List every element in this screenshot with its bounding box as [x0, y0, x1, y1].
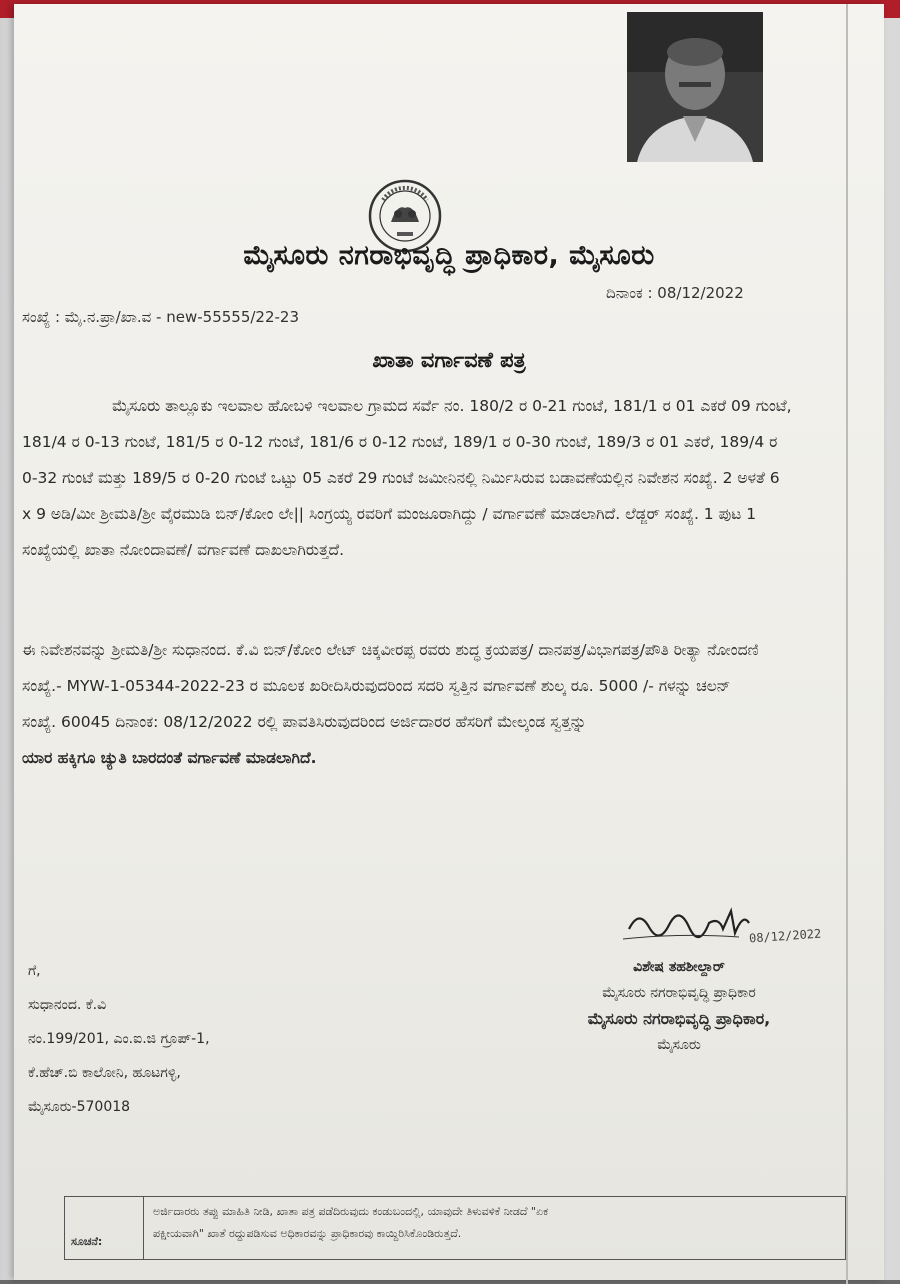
- paragraph-transfer-body: ಈ ನಿವೇಶನವನ್ನು ಶ್ರೀಮತಿ/ಶ್ರೀ ಸುಧಾನಂದ. ಕೆ.ವಿ ಬಿನ್/ಕೋಂ ಲೇಟ್ ಚಿಕ್ಕವೀರಪ್ಪ ರವರು ಶುದ್ಧ ಕ್ರಯಪತ್ರ/ ದಾನಪತ್ರ/ವಿಭಾಗಪತ್ರ/ಪೌತಿ ರೀತ್ಯಾ ನೋಂದಣಿ ಸಂಖ್ಯೆ.- MYW-1-05344-2022-23 ರ ಮೂಲಕ ಖರೀದಿಸಿರುವುದರಿಂದ ಸದರಿ ಸ್ವತ್ತಿನ ವರ್ಗಾವಣೆ ಶುಲ್ಕ ರೂ. 5000 /- ಗಳನ್ನು ಚಲನ್ ಸಂಖ್ಯೆ. 60045 ದಿನಾಂಕ: 08/12/2022 ರಲ್ಲಿ ಪಾವತಿಸಿರುವುದರಿಂದ ಅರ್ಜಿದಾರರ ಹೆಸರಿಗೆ ಮೇಲ್ಕಂಡ ಸ್ವತ್ತನ್ನು: [22, 641, 759, 731]
- notice-line1: ಅರ್ಜಿದಾರರು ತಪ್ಪು ಮಾಹಿತಿ ನೀಡಿ, ಖಾತಾ ಪತ್ರ ಪಡೆದಿರುವುದು ಕಂಡುಬಂದಲ್ಲಿ, ಯಾವುದೇ ತಿಳುವಳಿಕೆ ನೀಡದೆ "ಏಕ: [153, 1205, 549, 1218]
- officer-signature: [619, 899, 839, 959]
- notice-text: [153, 1201, 833, 1245]
- paragraph-property-details: ಮೈಸೂರು ತಾಲ್ಲೂಕು ಇಲವಾಲ ಹೋಬಳಿ ಇಲವಾಲ ಗ್ರಾಮದ ಸರ್ವೆ ನಂ. 180/2 ರ 0-21 ಗುಂಟೆ, 181/1 ರ 01 ಎಕರೆ 09 ಗುಂಟೆ, 181/4 ರ 0-13 ಗುಂಟೆ, 181/5 ರ 0-12 ಗುಂಟೆ, 181/6 ರ 0-12 ಗುಂಟೆ, 189/1 ರ 0-30 ಗುಂಟೆ, 189/3 ರ 01 ಎಕರೆ, 189/4 ರ 0-32 ಗುಂಟೆ ಮತ್ತು 189/5 ರ 0-20 ಗುಂಟೆ ಒಟ್ಟು 05 ಎಕರೆ 29 ಗುಂಟೆ ಜಮೀನಿನಲ್ಲಿ ನಿರ್ಮಿಸಿರುವ ಬಡಾವಣೆಯಲ್ಲಿನ ನಿವೇಶನ ಸಂಖ್ಯೆ. 2 ಅಳತೆ 6 x 9 ಅಡಿ/ಮೀ ಶ್ರೀಮತಿ/ಶ್ರೀ ವೈರಮುಡಿ ಬಿನ್/ಕೋಂ ಲೇ|| ಸಿಂಗ್ರಯ್ಯ ರವರಿಗೆ ಮಂಜೂರಾಗಿದ್ದು / ವರ್ಗಾವಣೆ ಮಾಡಲಾಗಿದೆ. ಲೆಡ್ಜರ್ ಸಂಖ್ಯೆ. 1 ಪುಟ 1 ಸಂಖ್ಯೆಯಲ್ಲಿ ಖಾತಾ ನೋಂದಾವಣೆ/ ವರ್ಗಾವಣೆ ದಾಖಲಾಗಿರುತ್ತದೆ.: [22, 397, 792, 559]
- document-page: [14, 4, 884, 1280]
- issue-date: ದಿನಾಂಕ : 08/12/2022: [606, 284, 744, 302]
- authority-title: ಮೈಸೂರು ನಗರಾಭಿವೃದ್ಧಿ ಪ್ರಾಧಿಕಾರ, ಮೈಸೂರು: [243, 240, 655, 271]
- addressee-salutation: ಗೆ,: [28, 963, 41, 979]
- notice-box: [64, 1196, 846, 1260]
- signature-date: 08/12/2022: [748, 926, 822, 946]
- signatory-office-line2: ಮೈಸೂರು ನಗರಾಭಿವೃದ್ಧಿ ಪ್ರಾಧಿಕಾರ,: [587, 1009, 771, 1028]
- addressee-name: ಸುಧಾನಂದ. ಕೆ.ವಿ: [28, 997, 107, 1013]
- notice-divider: [143, 1197, 144, 1259]
- applicant-photo: [627, 12, 763, 162]
- signatory-block: [534, 954, 824, 1058]
- paragraph-transfer-details: [22, 632, 762, 776]
- addressee-block: [28, 954, 210, 1124]
- addressee-line3: ಮೈಸೂರು-570018: [28, 1099, 131, 1115]
- document-heading: ಖಾತಾ ವರ್ಗಾವಣೆ ಪತ್ರ: [372, 348, 526, 372]
- notice-label: ಸೂಚನೆ:: [71, 1235, 103, 1248]
- page-edge: [846, 4, 848, 1284]
- signatory-office-line3: ಮೈಸೂರು: [657, 1037, 701, 1053]
- addressee-line1: ನಂ.199/201, ಎಂ.ಐ.ಜಿ ಗ್ರೂಪ್-1,: [28, 1031, 210, 1047]
- reference-number: ಸಂಖ್ಯೆ : ಮೈ.ನ.ಪ್ರಾ/ಖಾ.ವ - new-55555/22-23: [22, 308, 300, 326]
- notice-line2: ಪಕ್ಷೀಯವಾಗಿ" ಖಾತೆ ರದ್ದುಪಡಿಸುವ ಅಧಿಕಾರವನ್ನು ಪ್ರಾಧಿಕಾರವು ಕಾಯ್ದಿರಿಸಿಕೊಂಡಿರುತ್ತದೆ.: [153, 1227, 462, 1240]
- signatory-designation: ವಿಶೇಷ ತಹಶೀಲ್ದಾರ್: [633, 959, 725, 975]
- paragraph-transfer-closing: ಯಾರ ಹಕ್ಕಿಗೂ ಚ್ಯುತಿ ಬಾರದಂತೆ ವರ್ಗಾವಣೆ ಮಾಡಲಾಗಿದೆ.: [22, 749, 317, 767]
- signatory-office-line1: ಮೈಸೂರು ನಗರಾಭಿವೃದ್ಧಿ ಪ್ರಾಧಿಕಾರ: [602, 985, 756, 1001]
- addressee-line2: ಕೆ.ಹೆಚ್.ಬಿ ಕಾಲೋನಿ, ಹೂಟಗಳ್ಳಿ,: [28, 1065, 181, 1081]
